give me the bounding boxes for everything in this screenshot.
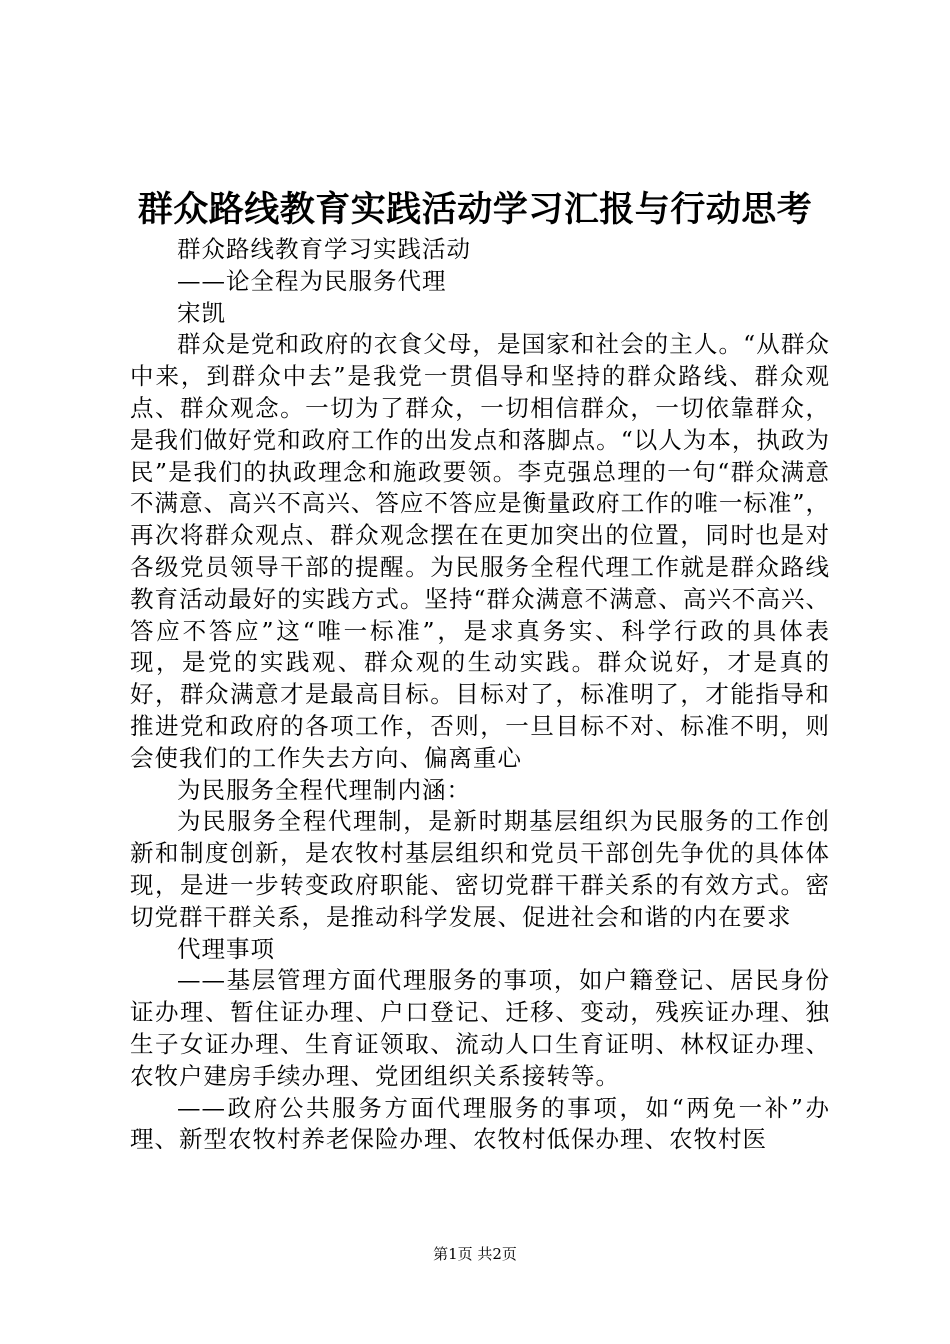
- body-paragraph: 群众是党和政府的衣食父母，是国家和社会的主人。“从群众中来，到群众中去”是我党一贯倡导和坚持的群众路线、群众观点、群众观念。一切为了群众，一切相信群众，一切依靠群众，是我们做好党和政府工作的出发点和落脚点。“以人为本，执政为民”是我们的执政理念和施政要领。李克强总理的一句“群众满意不满意、高兴不高兴、答应不答应是衡量政府工作的唯一标准”，再次将群众观点、群众观念摆在在更加突出的位置，同时也是对各级党员领导干部的提醒。为民服务全程代理工作就是群众路线教育活动最好的实践方式。坚持“群众满意不满意、高兴不高兴、答应不答应”这“唯一标准”，是求真务实、科学行政的具体表现，是党的实践观、群众观的生动实践。群众说好，才是真的好，群众满意才是最高目标。目标对了，标准明了，才能指导和推进党和政府的各项工作，否则，一旦目标不对、标准不明，则会使我们的工作失去方向、偏离重心: [130, 330, 830, 772]
- document-body: [130, 234, 830, 1156]
- author-name: 宋凯: [177, 298, 226, 327]
- section-heading: 代理事项: [177, 934, 275, 963]
- body-paragraph: ——基层管理方面代理服务的事项，如户籍登记、居民身份证办理、暂住证办理、户口登记、迁移、变动，残疾证办理、独生子女证办理、生育证领取、流动人口生育证明、林权证办理、农牧户建房手续办理、党团组织关系接转等。: [130, 966, 830, 1090]
- subtitle-line: ——论全程为民服务代理: [177, 266, 447, 295]
- body-paragraph: 为民服务全程代理制，是新时期基层组织为民服务的工作创新和制度创新，是农牧村基层组织和党员干部创先争优的具体体现，是进一步转变政府职能、密切党群干群关系的有效方式。密切党群干群关系，是推动科学发展、促进社会和谐的内在要求: [130, 807, 830, 931]
- subtitle-line: 群众路线教育学习实践活动: [177, 235, 471, 263]
- section-heading: 为民服务全程代理制内涵：: [177, 775, 471, 804]
- document-title: 群众路线教育实践活动学习汇报与行动思考: [137, 189, 813, 230]
- page-footer: 第1页 共2页: [433, 1245, 517, 1263]
- body-paragraph: ——政府公共服务方面代理服务的事项，如“两免一补”办理、新型农牧村养老保险办理、农牧村低保办理、农牧村医: [130, 1093, 830, 1154]
